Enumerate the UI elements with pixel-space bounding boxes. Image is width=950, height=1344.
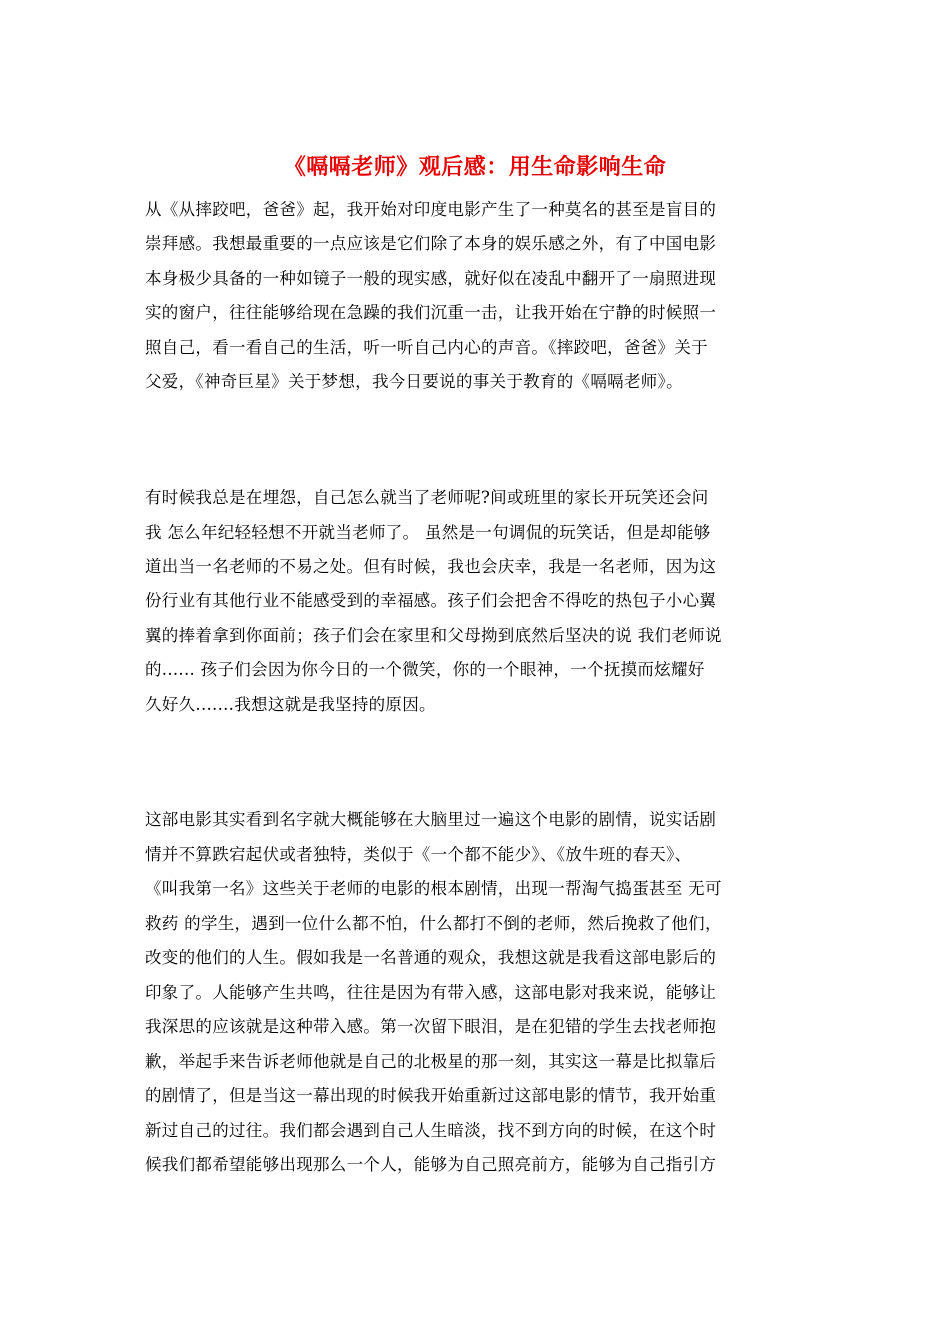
paragraph-2-line: 的...... 孩子们会因为你今日的一个微笑，你的一个眼神，一个抚摸而炫耀好 xyxy=(145,660,705,679)
paragraph-2-line: 我 怎么年纪轻轻想不开就当老师了。 虽然是一句调侃的玩笑话，但是却能够 xyxy=(145,523,711,542)
paragraph-3-line: 的剧情了，但是当这一幕出现的时候我开始重新过这部电影的情节，我开始重 xyxy=(145,1086,717,1105)
paragraph-2-line: 有时候我总是在埋怨，自己怎么就当了老师呢?间或班里的家长开玩笑还会问 xyxy=(145,488,709,507)
paragraph-2-line: 翼的捧着拿到你面前；孩子们会在家里和父母拗到底然后坚决的说 我们老师说 xyxy=(145,626,722,645)
paragraph-1-line: 父爱，《神奇巨星》关于梦想，我今日要说的事关于教育的《嗝嗝老师》。 xyxy=(145,372,683,391)
paragraph-1-line: 本身极少具备的一种如镜子一般的现实感，就好似在凌乱中翻开了一扇照进现 xyxy=(145,269,717,288)
paragraph-3-line: 情并不算跌宕起伏或者独特，类似于《一个都不能少》、《放牛班的春天》、 xyxy=(145,845,692,864)
paragraph-3-line: 救药 的学生，遇到一位什么都不怕，什么都打不倒的老师，然后挽救了他们， xyxy=(145,914,722,933)
paragraph-3-line: 歉，举起手来告诉老师他就是自己的北极星的那一刻，其实这一幕是比拟靠后 xyxy=(145,1052,717,1071)
paragraph-1-line: 实的窗户，往往能够给现在急躁的我们沉重一击，让我开始在宁静的时候照一 xyxy=(145,303,717,322)
paragraph-2-line: 久好久.......我想这就是我坚持的原因。 xyxy=(145,695,436,714)
paragraph-3-line: 印象了。人能够产生共鸣，往往是因为有带入感，这部电影对我来说，能够让 xyxy=(145,983,717,1002)
paragraph-3-line: 《叫我第一名》这些关于老师的电影的根本剧情，出现一帮淘气捣蛋甚至 无可 xyxy=(145,879,722,898)
document-title: 《嗝嗝老师》观后感：用生命影响生命 xyxy=(283,154,667,180)
paragraph-1-line: 从《从摔跤吧，爸爸》起，我开始对印度电影产生了一种莫名的甚至是盲目的 xyxy=(145,200,717,219)
paragraph-3-line: 改变的他们的人生。假如我是一名普通的观众，我想这就是我看这部电影后的 xyxy=(145,948,717,967)
paragraph-1-line: 照自己，看一看自己的生活，听一听自己内心的声音。《摔跤吧，爸爸》关于 xyxy=(145,338,708,357)
paragraph-3-line: 这部电影其实看到名字就大概能够在大脑里过一遍这个电影的剧情，说实话剧 xyxy=(145,810,717,829)
paragraph-2-line: 份行业有其他行业不能感受到的幸福感。孩子们会把舍不得吃的热包子小心翼 xyxy=(145,591,717,610)
paragraph-1-line: 崇拜感。我想最重要的一点应该是它们除了本身的娱乐感之外，有了中国电影 xyxy=(145,234,717,253)
paragraph-3-line: 我深思的应该就是这种带入感。第一次留下眼泪，是在犯错的学生去找老师抱 xyxy=(145,1017,717,1036)
paragraph-3-line: 候我们都希望能够出现那么一个人，能够为自己照亮前方，能够为自己指引方 xyxy=(145,1155,717,1174)
paragraph-3-line: 新过自己的过往。我们都会遇到自己人生暗淡，找不到方向的时候，在这个时 xyxy=(145,1121,717,1140)
paragraph-2-line: 道出当一名老师的不易之处。但有时候，我也会庆幸，我是一名老师，因为这 xyxy=(145,557,717,576)
